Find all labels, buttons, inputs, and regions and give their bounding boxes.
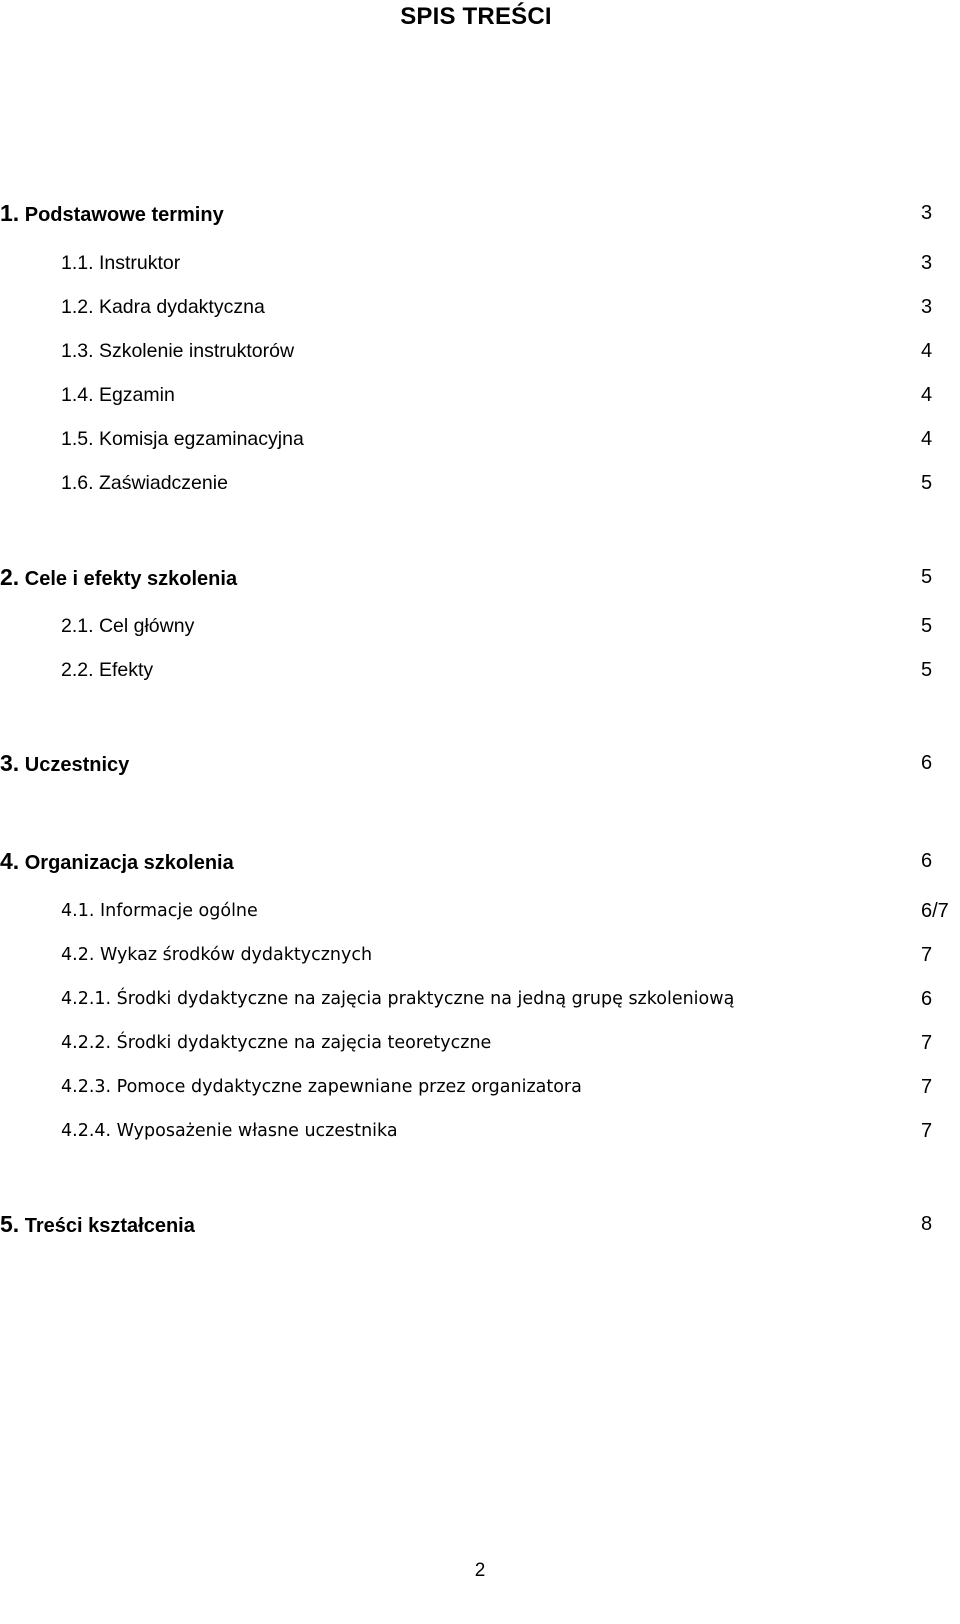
toc-page-number: 4 (921, 384, 933, 406)
toc-entry-label (0, 198, 224, 230)
toc-entry-label: 1.3. Szkolenie instruktorów (61, 340, 295, 362)
toc-entry-1-3[interactable] (0, 336, 940, 366)
toc-entry-number: 1. (0, 200, 20, 226)
toc-entry-label: 1.2. Kadra dydaktyczna (61, 296, 265, 318)
toc-entry-4-2-1[interactable] (0, 984, 940, 1014)
toc-entry-1-6[interactable] (0, 468, 940, 498)
toc-entry-label: 1.5. Komisja egzaminacyjna (61, 428, 304, 450)
toc-page-number: 6/7 (921, 900, 949, 922)
toc-entry-label: 1.6. Zaświadczenie (61, 472, 228, 494)
toc-page-number: 3 (921, 252, 933, 274)
toc-entry-label: 4.1. Informacje ogólne (61, 901, 258, 921)
toc-page-number: 6 (921, 850, 933, 872)
toc-entry-label: 1.4. Egzamin (61, 384, 175, 406)
toc-entry-label: 2.1. Cel główny (61, 615, 195, 637)
toc-page-number: 5 (921, 659, 933, 681)
toc-entry-3[interactable] (0, 748, 940, 778)
toc-entry-label: 4.2. Wykaz środków dydaktycznych (61, 945, 373, 965)
toc-entry-2-1[interactable] (0, 611, 940, 641)
toc-entry-label (0, 562, 237, 594)
toc-page-number: 5 (921, 472, 933, 494)
toc-entry-4[interactable] (0, 846, 940, 876)
toc-page-number: 5 (921, 615, 933, 637)
toc-entry-4-2-2[interactable] (0, 1028, 940, 1058)
toc-entry-label: 2.2. Efekty (61, 659, 154, 681)
toc-entry-title: Organizacja szkolenia (24, 852, 234, 874)
toc-entry-title: Uczestnicy (24, 754, 130, 776)
toc-page-number: 7 (921, 944, 933, 966)
toc-page-number: 5 (921, 566, 933, 588)
page-number-footer: 2 (474, 1560, 486, 1581)
toc-entry-label (0, 748, 129, 780)
toc-entry-title: Treści kształcenia (24, 1215, 195, 1237)
toc-page-number: 4 (921, 428, 933, 450)
toc-page-number: 6 (921, 988, 933, 1010)
toc-entry-label (0, 846, 234, 878)
toc-page-number: 4 (921, 340, 933, 362)
toc-entry-label: 4.2.1. Środki dydaktyczne na zajęcia praktyczne na jedną grupę szkoleniową (61, 989, 735, 1009)
toc-entry-1-2[interactable] (0, 292, 940, 322)
toc-entry-4-1[interactable] (0, 896, 949, 926)
toc-entry-4-2-4[interactable] (0, 1116, 940, 1146)
toc-entry-label (0, 1209, 195, 1241)
toc-entry-label: 1.1. Instruktor (61, 252, 181, 274)
toc-entry-number: 5. (0, 1211, 20, 1237)
toc-entry-label: 4.2.4. Wyposażenie własne uczestnika (61, 1121, 398, 1141)
page-title: SPIS TREŚCI (400, 3, 552, 30)
toc-entry-title: Cele i efekty szkolenia (24, 568, 238, 590)
toc-page-number: 7 (921, 1076, 933, 1098)
toc-entry-label: 4.2.2. Środki dydaktyczne na zajęcia teoretyczne (61, 1033, 492, 1053)
toc-entry-title: Podstawowe terminy (24, 204, 224, 226)
toc-page-number: 8 (921, 1213, 933, 1235)
toc-entry-1[interactable] (0, 198, 940, 228)
toc-entry-1-4[interactable] (0, 380, 940, 410)
toc-entry-4-2[interactable] (0, 940, 940, 970)
toc-entry-number: 2. (0, 564, 20, 590)
toc-page-number: 3 (921, 202, 933, 224)
toc-entry-1-1[interactable] (0, 248, 940, 278)
toc-entry-4-2-3[interactable] (0, 1072, 940, 1102)
toc-page-number: 6 (921, 752, 933, 774)
toc-entry-label: 4.2.3. Pomoce dydaktyczne zapewniane przez organizatora (61, 1077, 582, 1097)
toc-entry-2-2[interactable] (0, 655, 940, 685)
toc-entry-1-5[interactable] (0, 424, 940, 454)
toc-entry-number: 4. (0, 848, 20, 874)
toc-page-number: 7 (921, 1032, 933, 1054)
toc-entry-number: 3. (0, 750, 20, 776)
toc-entry-5[interactable] (0, 1209, 940, 1239)
toc-page-number: 3 (921, 296, 933, 318)
toc-entry-2[interactable] (0, 562, 940, 592)
toc-page-number: 7 (921, 1120, 933, 1142)
